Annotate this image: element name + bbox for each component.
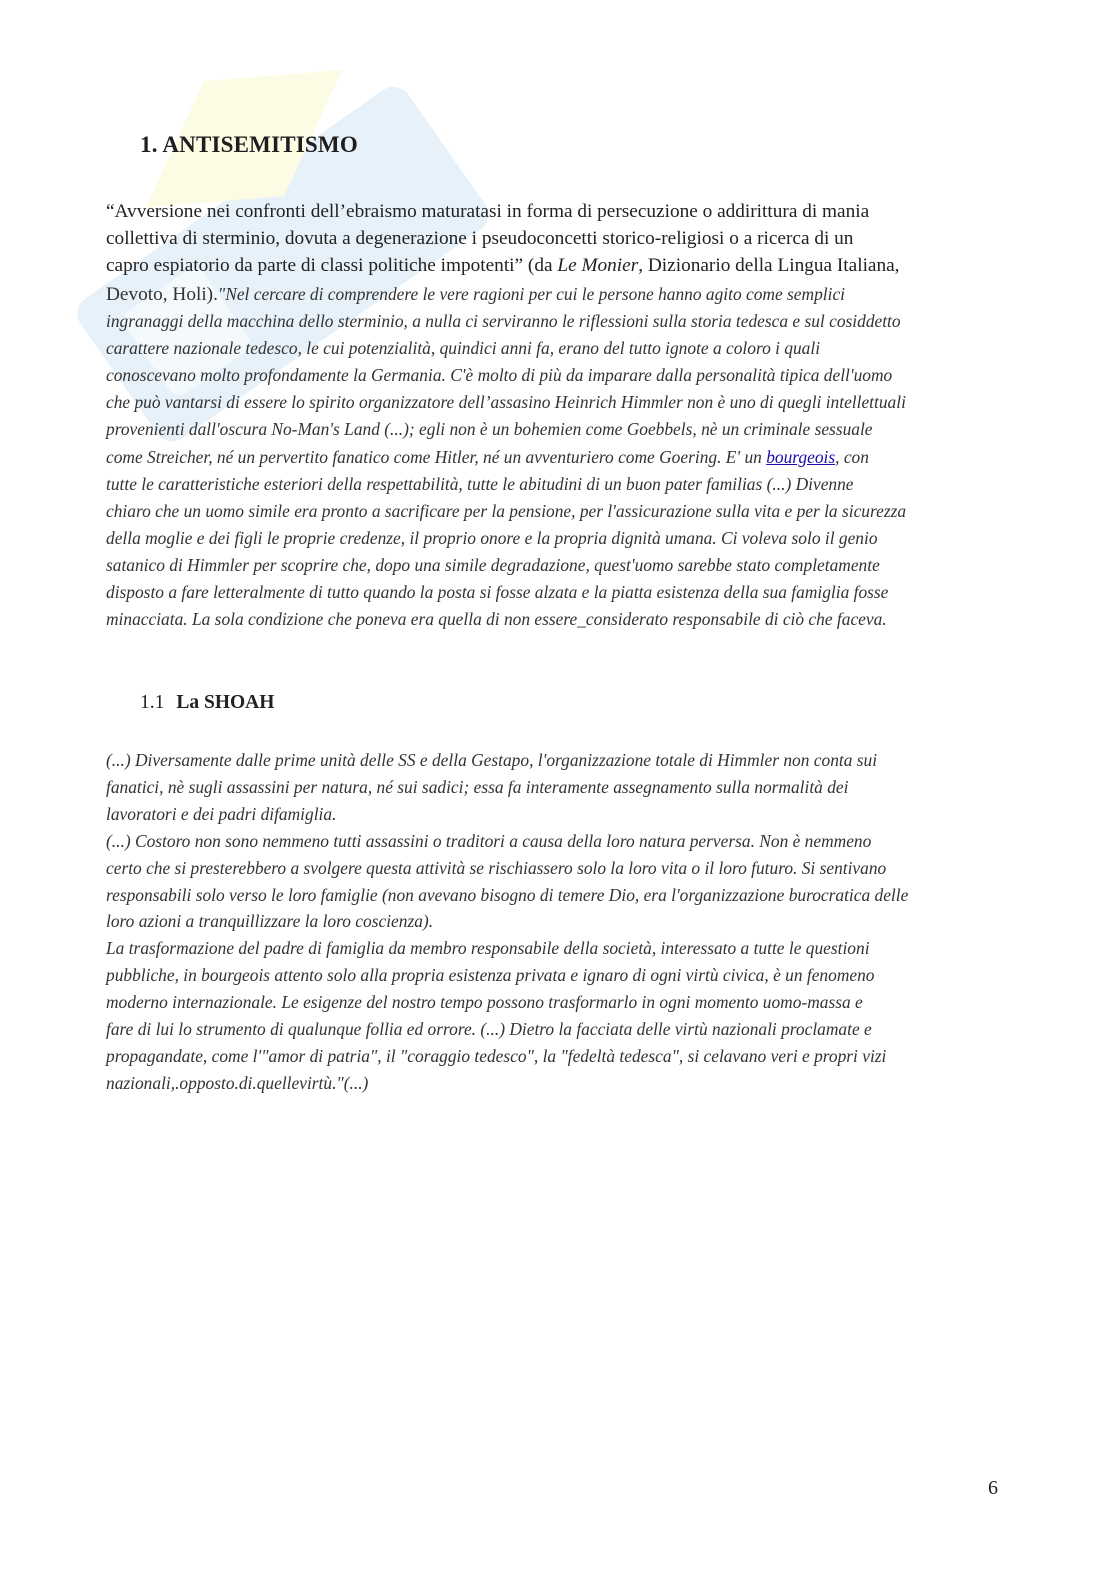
quote-line: disposto a fare letteralmente di tutto quando la posta si fosse alzata e la piatta esistenza della sua famiglia fosse: [106, 582, 889, 603]
quote-line: ingranaggi della macchina dello sterminio, a nulla ci serviranno le riflessioni sulla storia tedesca e sul cosiddetto: [106, 311, 901, 332]
quote-line: provenienti dall'oscura No-Man's Land (...); egli non è un bohemien come Goebbels, nè un criminale sessuale: [106, 419, 873, 440]
shoah-line: nazionali,.opposto.di.quellevirtù."(...): [106, 1072, 369, 1093]
shoah-line: fanatici, nè sugli assassini per natura, né sui sadici; essa fa interamente assegnamento sulla normalità dei: [106, 776, 849, 797]
shoah-line: pubbliche, in bourgeois attento solo alla propria esistenza privata e ignaro di ogni virtù civica, è un fenomeno: [106, 965, 875, 986]
intro-line-text: capro espiatorio da parte di classi politiche impotenti” (da: [106, 255, 558, 276]
shoah-line: loro azioni a tranquillizzare la loro coscienza).: [106, 911, 434, 932]
quote-line: conoscevano molto profondamente la Germania. C'è molto di più da imparare dalla personalità tipica dell'uomo: [106, 365, 893, 386]
quote-line: satanico di Himmler per scoprire che, dopo una simile degradazione, quest'uomo sarebbe stato completamente: [106, 554, 880, 575]
intro-last-line: Devoto, Holi).: [106, 284, 218, 305]
intro-line: collettiva di sterminio, dovuta a degenerazione i pseudoconcetti storico-religiosi o a ricerca di un: [106, 228, 854, 249]
shoah-line: (...) Diversamente dalle prime unità delle SS e della Gestapo, l'organizzazione totale di Himmler non conta sui: [106, 750, 878, 770]
quote-line: tutte le caratteristiche esteriori della respettabilità, tutte le abitudini di un buon pater familias (...) Divenne: [106, 473, 854, 494]
shoah-line: responsabili solo verso le loro famiglie (non avevano bisogno di temere Dio, era l'organizzazione burocratica delle: [106, 884, 909, 905]
section-heading: 1. ANTISEMITISMO: [140, 132, 358, 157]
quote-line: minacciata. La sola condizione che poneva era quella di non essere_considerato responsabile di ciò che faceva.: [106, 609, 887, 630]
shoah-paragraph: [106, 747, 1006, 1097]
quote-line: della moglie e dei figli le proprie credenze, il proprio onore e la propria dignità umana. Ci voleva solo il genio: [106, 527, 878, 548]
intro-line: “Avversione nei confronti dell’ebraismo maturatasi in forma di persecuzione o addirittura di mania: [106, 201, 870, 222]
intro-paragraph: [106, 198, 1006, 279]
shoah-line: propagandate, come l'"amor di patria", il "coraggio tedesco", la "fedeltà tedesca", si celavano veri e propri vizi: [106, 1045, 887, 1066]
quote-line: chiaro che un uomo simile era pronto a sacrificare per la pensione, per l'assicurazione sulla vita e per la sicurezza: [106, 500, 907, 521]
intro-after-italic: , Dizionario della Lingua Italiana,: [638, 255, 900, 276]
page-number: 6: [988, 1477, 998, 1499]
quote-line: [106, 444, 1006, 471]
quote-paragraph: [106, 281, 1006, 633]
quote-text-before-link: come Streicher, né un pervertito fanatico come Hitler, né un avventuriero come Goering. E' un: [106, 446, 767, 467]
shoah-line: La trasformazione del padre di famiglia da membro responsabile della società, interessato a tutte le questioni: [106, 938, 870, 959]
shoah-line: fare di lui lo strumento di qualunque follia ed orrore. (...) Dietro la facciata delle virtù nazionali proclamate e: [106, 1019, 872, 1040]
subsection-number: 1.1: [140, 692, 165, 713]
intro-line: [106, 252, 1006, 279]
subsection-heading: [140, 692, 274, 714]
quote-line: che può vantarsi di essere lo spirito organizzatore dell’assasino Heinrich Himmler non è uno di quegli intellettuali: [106, 392, 906, 413]
shoah-line: moderno internazionale. Le esigenze del nostro tempo possono trasformarlo in ogni momento uomo-massa e: [106, 992, 863, 1013]
quote-line: carattere nazionale tedesco, le cui potenzialità, quindici anni fa, erano del tutto ignote a coloro i quali: [106, 338, 821, 359]
shoah-line: lavoratori e dei padri difamiglia.: [106, 803, 337, 824]
quote-first-text: "Nel cercare di comprendere le vere ragioni per cui le persone hanno agito come semplici: [217, 284, 845, 304]
bourgeois-link[interactable]: bourgeois: [766, 446, 836, 467]
shoah-line: (...) Costoro non sono nemmeno tutti assassini o traditori a causa della loro natura perversa. Non è nemmeno: [106, 830, 872, 851]
shoah-line: certo che si presterebbero a svolgere questa attività se rischiassero solo la loro vita o il loro futuro. Si sentivano: [106, 857, 887, 878]
intro-italic-source: Le Monier: [557, 255, 639, 276]
quote-line: [106, 281, 1006, 308]
subsection-title: La SHOAH: [176, 692, 275, 713]
quote-text-after-link: , con: [835, 446, 869, 467]
